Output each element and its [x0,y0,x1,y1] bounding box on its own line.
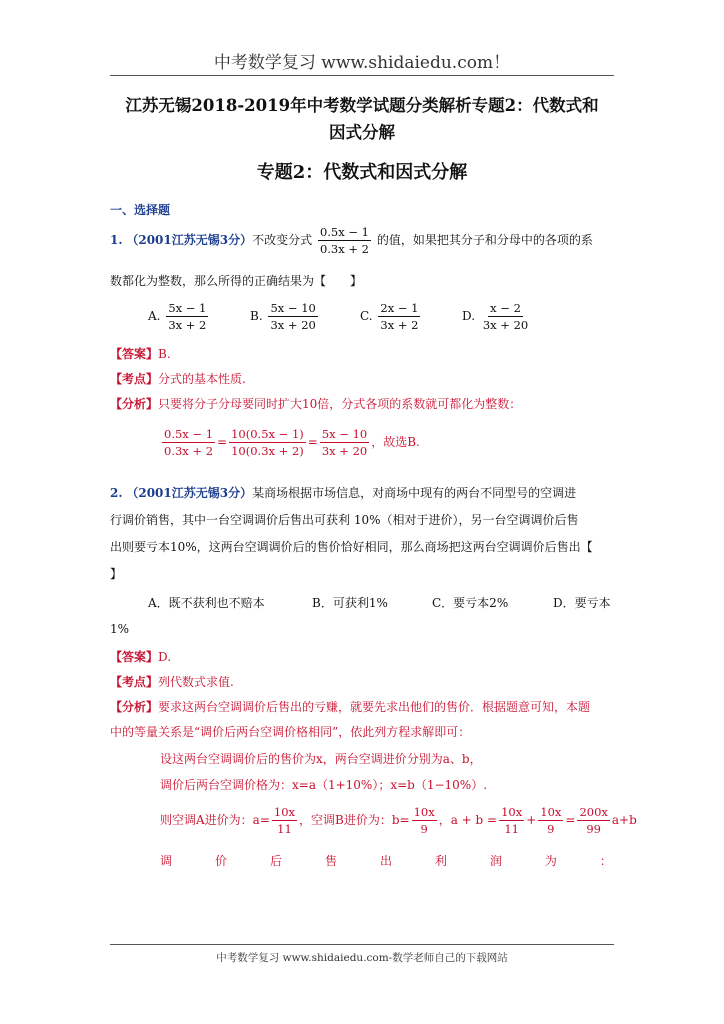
q2-line3: 出则要亏本10%，这两台空调调价后的售价恰好相同，那么商场把这两台空调调价后售出【 [110,540,593,554]
doc-title-line1: 江苏无锡2018-2019年中考数学试题分类解析专题2：代数式和 [125,96,599,115]
q2-answer: 【答案】D. [110,650,172,664]
q2-option-d-wrap: 1% [110,622,130,636]
doc-subtitle: 专题2：代数式和因式分解 [256,162,468,183]
q2-line2: 行调价销售，其中一台空调调价后售出可获利 10%（相对于进价），另一台空调调价后售 [110,513,579,527]
page-header: 中考数学复习 www.shidaiedu.com！ [213,53,511,73]
q2-option-d: D．要亏本 [553,596,611,610]
q1-analysis: 【分析】只要将分子分母要同时扩大10倍，分式各项的系数就可都化为整数： [110,397,522,411]
q2-line4: 】 [110,567,123,581]
q2-option-c: C．要亏本2% [432,596,509,610]
q1-option-a: A. $\frac{5x - 1}{3x + 2}$ [148,301,207,332]
q1-number: 1. [110,233,123,247]
q2-solution-line3: 则空调A进价为：a= $\frac{10x}{11}$ ，空调B进价为：b= $\frac{10x}{9}$ ，a + b = $\frac{10x}{11}$ + $\frac{10x}{9}$ = $\frac{200x}{99}$ a+b [160,805,637,836]
q1-text-b: 的值，如果把其分子和分母中的各项的系 [376,233,593,247]
footer-rule [110,944,614,945]
q2-point: 【考点】列代数式求值. [110,675,234,689]
q1-answer: 【答案】B. [110,347,171,361]
q1-line2: 数都化为整数，那么所得的正确结果为【 】 [110,274,363,288]
q2-solution-line4: 调 价 后 售 出 利 润 为 ： [160,854,612,868]
q2-solution-line1: 设这两台空调调价后的售价为x，两台空调进价分别为a、b， [160,752,482,766]
q1-option-b: B. $\frac{5x - 10}{3x + 20}$ [250,301,316,332]
q2-option-b: B．可获利1% [312,596,388,610]
q1-source: （2001江苏无锡3分） [126,233,253,247]
q2-line1: 2. （2001江苏无锡3分）某商场根据市场信息，对商场中现有的两台不同型号的空调进 [110,486,577,500]
section-heading: 一、选择题 [110,203,171,217]
q1-equation: $\frac{0.5x - 1}{0.3x + 2}$ = $\frac{10(0.5x - 1)}{10(0.3x + 2)}$ = $\frac{5x - 10}{3x + 20}$ ，故选B. [164,427,420,458]
page-footer: 中考数学复习 www.shidaiedu.com-数学老师自己的下载网站 [216,952,508,964]
q2-solution-line2: 调价后两台空调价格为：x=a（1+10%）；x=b（1−10%）. [160,778,488,792]
header-rule [110,75,614,76]
q1-line1 [110,224,593,257]
q2-analysis-line1: 【分析】要求这两台空调调价后售出的亏赚，就要先求出他们的售价．根据题意可知，本题 [110,700,591,714]
doc-title-line2: 因式分解 [329,123,395,142]
q2-analysis-line2: 中的等量关系是“调价后两台空调价格相同”，依此列方程求解即可： [110,725,471,739]
q2-option-a: A．既不获利也不赔本 [148,596,265,610]
q1-option-d: D. $\frac{x - 2}{3x + 20}$ [462,301,529,332]
q1-point: 【考点】分式的基本性质. [110,372,246,386]
q1-option-c: C. $\frac{2x - 1}{3x + 2}$ [360,301,419,332]
q1-text-a: 不改变分式 [252,233,313,247]
q1-fraction: $\frac{0.5x - 1}{0.3x + 2}$ [319,225,369,256]
